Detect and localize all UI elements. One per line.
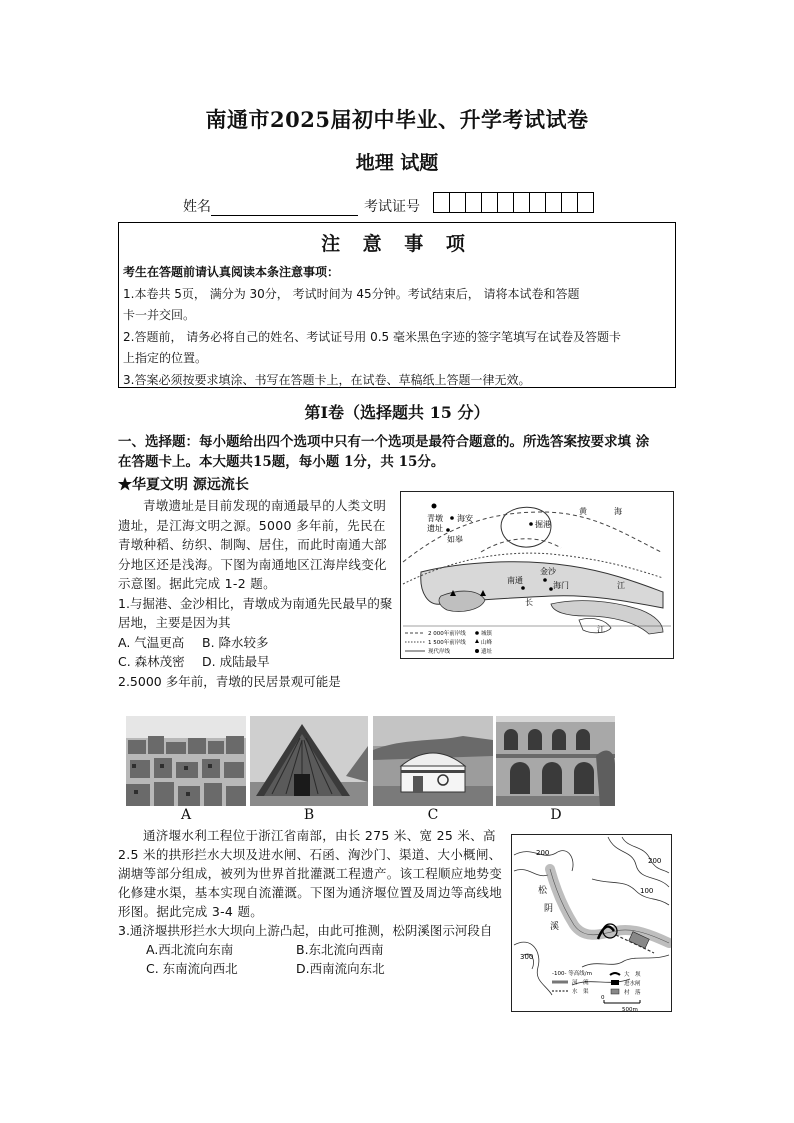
label-juegang: 掘港 bbox=[535, 520, 551, 529]
question-3: 3.通济堰拱形拦水大坝向上游凸起，由此可推测，松阴溪图示河段自 bbox=[118, 923, 493, 938]
legend-village: 村 落 bbox=[624, 990, 641, 996]
notice-body bbox=[119, 262, 675, 391]
legend-canal: 水 渠 bbox=[572, 989, 589, 995]
id-box[interactable] bbox=[513, 192, 530, 213]
id-box[interactable] bbox=[561, 192, 578, 213]
instructions-line-1: 一、选择题：每小题给出四个选项中只有一个选项是最符合题意的。所选答案按要求填 涂 bbox=[118, 434, 650, 450]
question-1-options-row-2 bbox=[118, 652, 394, 672]
photo-c-yurt[interactable] bbox=[373, 716, 493, 806]
notice-title: 注 意 事 项 bbox=[321, 233, 473, 255]
id-box[interactable] bbox=[465, 192, 482, 213]
label-rugao: 如皋 bbox=[447, 535, 463, 544]
id-box[interactable] bbox=[577, 192, 594, 213]
photo-a-graphic bbox=[126, 716, 246, 806]
photo-b-thatched-hut[interactable] bbox=[250, 716, 368, 806]
notice-item-1: 1.本卷共 5页， 满分为 30分， 考试时间为 45分钟。考试结束后， 请将本试卷和答题 bbox=[123, 286, 580, 301]
coastline-map-graphic bbox=[401, 492, 673, 658]
label-jinsha: 金沙 bbox=[540, 567, 556, 576]
name-row bbox=[183, 196, 420, 216]
option-1b[interactable]: B. 降水较多 bbox=[202, 634, 269, 650]
photo-b-graphic bbox=[250, 716, 368, 806]
name-label: 姓名 bbox=[183, 199, 211, 215]
label-jiang: 江 bbox=[617, 581, 625, 590]
passage-2 bbox=[118, 826, 504, 978]
id-box[interactable] bbox=[497, 192, 514, 213]
label-huanghai-1: 黄 bbox=[579, 507, 587, 516]
notice-item-1-cont: 卡一并交回。 bbox=[123, 308, 196, 322]
option-3c[interactable]: C. 东南流向西北 bbox=[146, 961, 238, 976]
legend-2000: 2 000年前岸线 bbox=[428, 631, 466, 637]
photo-label-d: D bbox=[550, 807, 562, 823]
photo-c-graphic bbox=[373, 716, 493, 806]
legend-river: 河 流 bbox=[572, 980, 589, 986]
photo-label-b: B bbox=[303, 807, 315, 823]
contour-map bbox=[511, 834, 672, 1012]
legend-contour: -100- 等高线/m bbox=[552, 971, 592, 977]
exam-subtitle: 地理 试题 bbox=[355, 152, 439, 174]
question-2: 2.5000 多年前，青墩的民居景观可能是 bbox=[118, 673, 341, 689]
option-1c[interactable]: C. 森林茂密 bbox=[118, 654, 185, 669]
legend-modern: 现代岸线 bbox=[428, 649, 451, 655]
id-box[interactable] bbox=[545, 192, 562, 213]
legend-dam: 大 坝 bbox=[624, 972, 641, 978]
question-1-options-row-1 bbox=[118, 633, 394, 653]
exam-id-boxes[interactable] bbox=[434, 192, 594, 213]
contour-label-300: 300 bbox=[520, 953, 534, 961]
scale-zero: 0 bbox=[601, 995, 605, 1001]
topic-heading: ★华夏文明 源远流长 bbox=[118, 477, 249, 493]
id-box[interactable] bbox=[433, 192, 450, 213]
label-nantong: 南通 bbox=[507, 576, 523, 585]
name-field[interactable] bbox=[211, 201, 358, 216]
id-box[interactable] bbox=[449, 192, 466, 213]
option-3a[interactable]: A.西北流向东南 bbox=[146, 942, 234, 957]
id-box[interactable] bbox=[481, 192, 498, 213]
label-haimen: 海门 bbox=[553, 581, 569, 590]
section-title: 第Ⅰ卷（选择题共 15 分） bbox=[304, 403, 490, 422]
option-3b[interactable]: B.东北流向西南 bbox=[296, 942, 384, 957]
photo-label-a: A bbox=[180, 807, 192, 823]
label-chang: 长 bbox=[525, 598, 533, 607]
label-haian: 海安 bbox=[457, 514, 473, 523]
river-label-2: 阴 bbox=[544, 904, 554, 914]
label-qingdun: 青墩 bbox=[427, 514, 443, 523]
passage-2-text: 通济堰水利工程位于浙江省南部，由长 275 米、宽 25 米、高 2.5 米的拱形拦水大坝及进水闸、石函、洶沙门、渠道、大小概闸、湖塘等部分组成，被列为世界首批灌溉工程遗产。该工程顺应地势变化修建水渠，基本实现自流灌溉。下图为通济堰位置及周边等高线地形图。据此完成 3-4 题。 bbox=[118, 828, 503, 919]
contour-label-200b: 200 bbox=[648, 857, 662, 865]
passage-1-text: 青墩遗址是目前发现的南通最早的人类文明遗址，是江海文明之源。5000 多年前，先民在青墩种稻、纺织、制陶、居住，而此时南通大部分地区还是浅海。下图为南通地区江海岸线变化示意图。据此完成 1-2 题。 bbox=[118, 498, 387, 591]
legend-gate: 进水闸 bbox=[624, 981, 641, 987]
id-box[interactable] bbox=[529, 192, 546, 213]
scale-500: 500m bbox=[622, 1007, 638, 1011]
notice-box bbox=[118, 222, 676, 388]
notice-item-3: 3.答案必须按要求填涂、书写在答题卡上，在试卷、草稿纸上答题一律无效。 bbox=[123, 372, 531, 387]
legend-peak: 山峰 bbox=[481, 640, 493, 646]
question-3-options-row-1 bbox=[118, 940, 504, 959]
legend-site: 遗址 bbox=[481, 649, 493, 655]
passage-1 bbox=[118, 496, 394, 691]
label-jiang-2: 江 bbox=[597, 625, 605, 634]
exam-title: 南通市2025届初中毕业、升学考试试卷 bbox=[205, 107, 589, 132]
legend-town: 城镇 bbox=[481, 631, 493, 637]
river-label-1: 松 bbox=[538, 886, 548, 896]
question-1: 1.与掘港、金沙相比，青墩成为南通先民最早的聚居地，主要是因为其 bbox=[118, 595, 393, 630]
option-1d[interactable]: D. 成陆最早 bbox=[202, 654, 270, 669]
photo-label-c: C bbox=[427, 807, 439, 823]
coastline-map bbox=[400, 491, 674, 659]
label-yizhi: 遗址 bbox=[427, 524, 443, 533]
contour-label-200a: 200 bbox=[536, 849, 550, 857]
id-label: 考试证号 bbox=[364, 199, 420, 215]
river-label-3: 溪 bbox=[550, 922, 560, 932]
question-3-options-row-2 bbox=[118, 959, 504, 978]
section-instructions bbox=[118, 432, 683, 472]
option-1a[interactable]: A. 气温更高 bbox=[118, 634, 185, 650]
photo-d-graphic bbox=[496, 716, 615, 806]
notice-item-2: 2.答题前， 请务必将自己的姓名、考试证号用 0.5 毫米黑色字迹的签字笔填写在试卷及答题卡 bbox=[123, 329, 621, 344]
instructions-line-2: 在答题卡上。本大题共15题，每小题 1分，共 15分。 bbox=[118, 454, 445, 470]
contour-label-100: 100 bbox=[640, 887, 654, 895]
photo-d-cave-dwellings[interactable] bbox=[496, 716, 615, 806]
contour-map-graphic bbox=[512, 835, 671, 1011]
notice-item-2-cont: 上指定的位置。 bbox=[123, 351, 208, 365]
option-3d[interactable]: D.西南流向东北 bbox=[296, 961, 385, 976]
notice-lead: 考生在答题前请认真阅读本条注意事项： bbox=[123, 265, 340, 279]
photo-a-dense-houses[interactable] bbox=[126, 716, 246, 806]
legend-1500: 1 500年前岸线 bbox=[428, 640, 466, 646]
label-huanghai-2: 海 bbox=[614, 507, 622, 516]
